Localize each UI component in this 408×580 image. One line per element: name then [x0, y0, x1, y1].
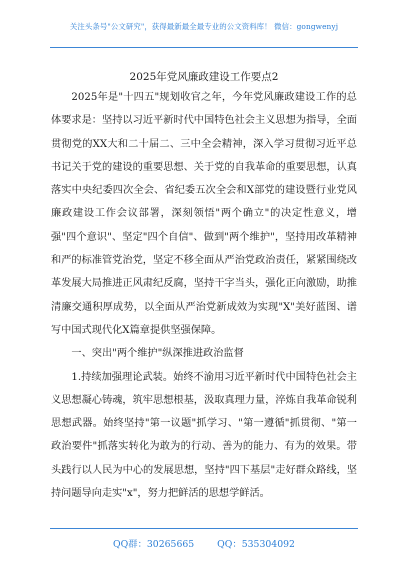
document-title: 2025年党风廉政建设工作要点2: [129, 71, 279, 83]
footer-qq-group: QQ群：30265665: [113, 539, 195, 550]
section-heading: 一、突出"两个维护"纵深推进政治监督: [71, 348, 244, 360]
footer: [0, 536, 408, 550]
header-banner: 关注头条号"公文研究"，获得最新最全最专业的公文资料库！ 微信：gongwenyj: [69, 22, 339, 31]
footer-divider: [50, 528, 358, 529]
footer-qq: QQ：535304092: [217, 539, 295, 550]
intro-paragraph: 2025年是"十四五"规划收官之年，今年党风廉政建设工作的总体要求是：坚持以习近平新时代中国特色社会主义思想为指导，全面贯彻党的XX大和二十届二、三中全会精神，深入学习贯彻习近平总书记关于党的建设的重要思想、关于党的自我革命的重要思想，认真落实中央纪委四次全会、省纪委五次全会和X部党的建设暨行业党风廉政建设工作会议部署，深刻领悟"两个确立"的决定性意义，增强"四个意识"、坚定"四个自信"、做到"两个维护"，坚持用改革精神和严的标准管党治党，坚定不移全面从严治党政治责任，紧紧围绕改革发展大局推进正风肃纪反腐，坚持干字当头，强化正向激励，助推清廉交通积厚成势，以全面从严治党新成效为实现"X"美好蓝图、谱写中国式现代化X篇章提供坚强保障。: [51, 92, 357, 336]
document-body: [51, 86, 357, 505]
header-divider: [50, 47, 358, 48]
section-paragraph: 1.持续加强理论武装。始终不渝用习近平新时代中国特色社会主义思想凝心铸魂，筑牢思想根基，汲取真理力量，淬炼自我革命锐利思想武器。始终坚持"第一议题"抓学习、"第一遵循"抓贯彻、"第一政治要件"抓落实转化为敢为的行动、善为的能力、有为的效果。带头践行以人民为中心的发展思想，坚持"四下基层"走好群众路线，坚持问题导向走实"x"，努力把鲜活的思想学鲜活。: [51, 371, 357, 500]
